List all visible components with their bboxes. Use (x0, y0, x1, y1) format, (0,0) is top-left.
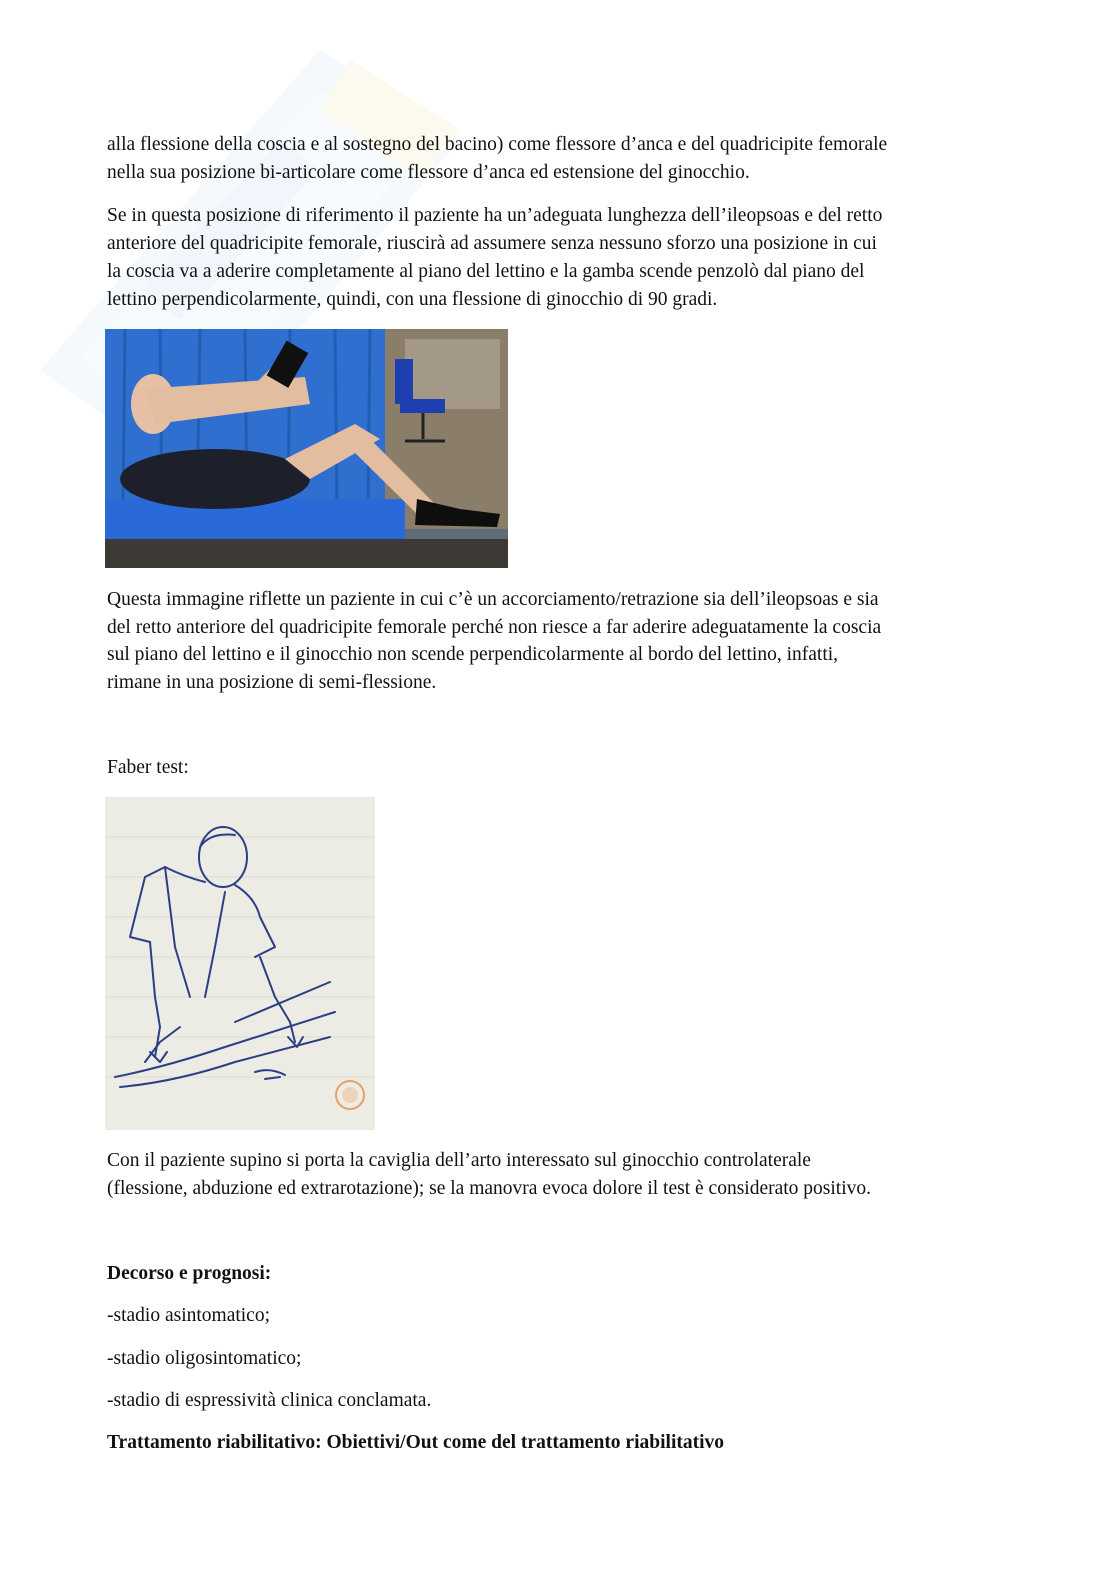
paragraph-line: sul piano del lettino e il ginocchio non scende perpendicolarmente al bordo del lettino, infatti, (107, 644, 839, 665)
list-item: -stadio oligosintomatico; (107, 1348, 302, 1369)
section-heading: Decorso e prognosi: (107, 1263, 272, 1284)
paragraph-line: anteriore del quadricipite femorale, riuscirà ad assumere senza nessuno sforzo una posizione in cui (107, 233, 877, 254)
section-heading: Trattamento riabilitativo: Obiettivi/Out come del trattamento riabilitativo (107, 1432, 725, 1453)
paragraph-line: Questa immagine riflette un paziente in cui c’è un accorciamento/retrazione sia dell’ileopsoas e sia (107, 589, 879, 610)
paragraph-line: nella sua posizione bi-articolare come flessore d’anca ed estensione del ginocchio. (107, 162, 750, 183)
paragraph-line: del retto anteriore del quadricipite femorale perché non riesce a far aderire adeguatamente la coscia (107, 617, 882, 638)
paragraph-line: rimane in una posizione di semi-flessione. (107, 672, 437, 693)
list-item: -stadio asintomatico; (107, 1305, 271, 1326)
paragraph-line: la coscia va a aderire completamente al piano del lettino e la gamba scende penzolò dal piano del (107, 261, 865, 282)
thomas-test-photo (105, 329, 508, 568)
list-item: -stadio di espressività clinica conclamata. (107, 1390, 432, 1411)
paragraph-line: Se in questa posizione di riferimento il paziente ha un’adeguata lunghezza dell’ileopsoas e del retto (107, 205, 883, 226)
paragraph-line: (flessione, abduzione ed extrarotazione); se la manovra evoca dolore il test è considerato positivo. (107, 1178, 872, 1199)
faber-test-drawing (105, 797, 375, 1130)
paragraph-line: Con il paziente supino si porta la caviglia dell’arto interessato sul ginocchio controlaterale (107, 1150, 811, 1171)
paragraph-line: lettino perpendicolarmente, quindi, con una flessione di ginocchio di 90 gradi. (107, 289, 718, 310)
paragraph-line: alla flessione della coscia e al sostegno del bacino) come flessore d’anca e del quadricipite femorale (107, 134, 888, 155)
faber-test-title: Faber test: (107, 757, 189, 778)
